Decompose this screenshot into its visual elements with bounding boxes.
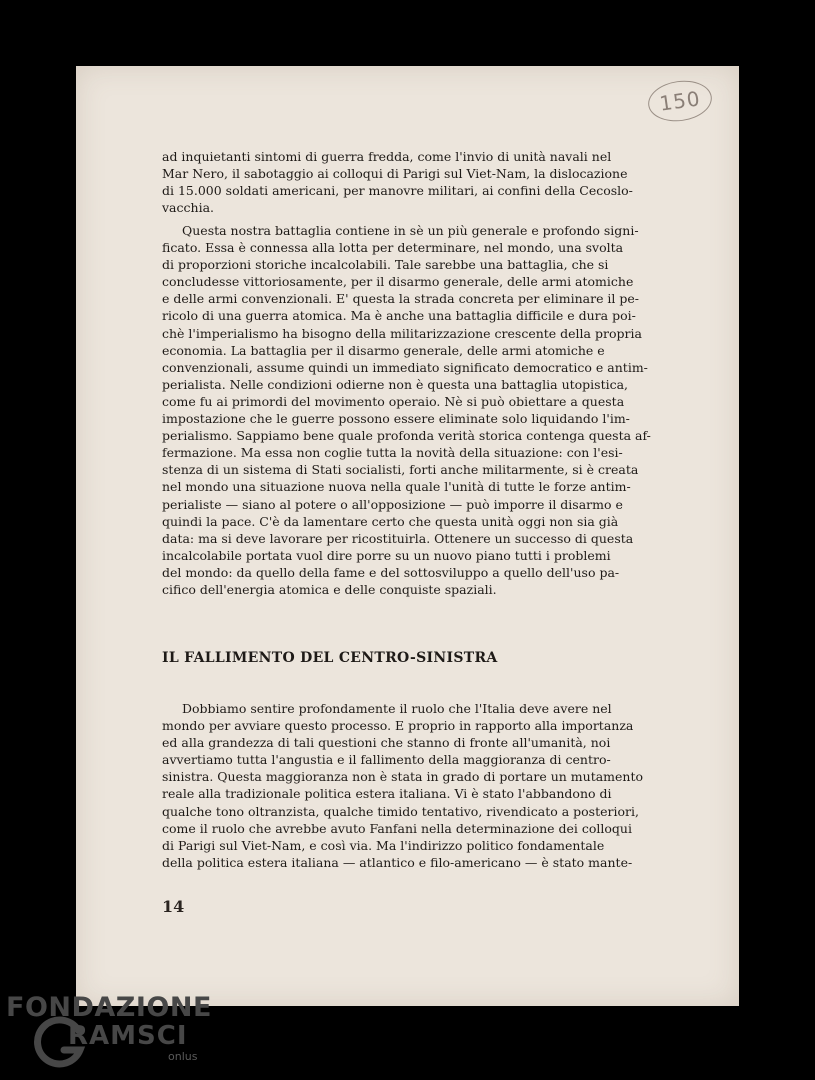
text-line: ricolo di una guerra atomica. Ma è anche una battaglia difficile e dura poi-	[162, 308, 636, 324]
text-line: come il ruolo che avrebbe avuto Fanfani nella determinazione dei colloqui	[162, 820, 632, 836]
text-line: stenza di un sistema di Stati socialisti, forti anche militarmente, si è creata	[162, 462, 639, 478]
text-line: sinistra. Questa maggioranza non è stata in grado di portare un mutamento	[162, 769, 644, 785]
text-line: di 15.000 soldati americani, per manovre militari, ai confini della Cecoslo-	[162, 183, 633, 199]
text-line: perialiste — siano al potere o all'opposizione — può imporre il disarmo e	[162, 496, 623, 512]
text-line: perialismo. Sappiamo bene quale profonda verità storica contenga questa af-	[162, 428, 651, 444]
text-line: reale alla tradizionale politica estera italiana. Vi è stato l'abbandono di	[162, 786, 612, 802]
text-line: economia. La battaglia per il disarmo generale, delle armi atomiche e	[162, 342, 605, 358]
text-line: come fu ai primordi del movimento operaio. Nè si può obiettare a questa	[162, 393, 625, 409]
archive-number-stamp: 150	[646, 77, 715, 126]
text-line: della politica estera italiana — atlantico e filo-americano — è stato mante-	[162, 854, 633, 870]
text-line: avvertiamo tutta l'angustia e il fallimento della maggioranza di centro-	[162, 752, 611, 768]
page-number: 14	[162, 897, 185, 916]
text-line: del mondo: da quello della fame e del sottosviluppo a quello dell'uso pa-	[162, 564, 620, 580]
text-line: e delle armi convenzionali. E' questa la strada concreta per eliminare il pe-	[162, 291, 640, 307]
paragraph-1	[162, 148, 655, 216]
text-line: nel mondo una situazione nuova nella quale l'unità di tutte le forze antim-	[162, 479, 631, 495]
text-line: impostazione che le guerre possono essere eliminate solo liquidando l'im-	[162, 411, 630, 427]
text-line: convenzionali, assume quindi un immediato significato democratico e antim-	[162, 359, 648, 375]
text-line: Mar Nero, il sabotaggio ai colloqui di Parigi sul Viet-Nam, la dislocazione	[162, 166, 628, 182]
section-heading: IL FALLIMENTO DEL CENTRO-SINISTRA	[162, 650, 498, 666]
text-line: Dobbiamo sentire profondamente il ruolo che l'Italia deve avere nel	[182, 701, 612, 716]
text-line: ficato. Essa è connessa alla lotta per determinare, nel mondo, una svolta	[162, 240, 624, 256]
text-line: Questa nostra battaglia contiene in sè un più generale e profondo signi-	[182, 223, 639, 238]
text-line: incalcolabile portata vuol dire porre su un nuovo piano tutti i problemi	[162, 547, 611, 563]
text-line: di proporzioni storiche incalcolabili. Tale sarebbe una battaglia, che si	[162, 257, 609, 273]
text-line: mondo per avviare questo processo. E proprio in rapporto alla importanza	[162, 718, 634, 734]
text-line: chè l'imperialismo ha bisogno della militarizzazione crescente della propria	[162, 325, 642, 341]
text-line: data: ma si deve lavorare per ricostituirla. Ottenere un successo di questa	[162, 530, 634, 546]
fondazione-gramsci-watermark	[6, 992, 212, 1074]
text-line: fermazione. Ma essa non coglie tutta la novità della situazione: con l'esi-	[162, 445, 623, 461]
text-line: concludesse vittoriosamente, per il disarmo generale, delle armi atomiche	[162, 274, 634, 290]
watermark-line-1: FONDAZIONE	[6, 992, 212, 1023]
paragraph-2	[162, 222, 655, 598]
paragraph-3	[162, 700, 655, 871]
watermark-line-2: RAMSCI	[68, 1021, 188, 1051]
text-line: ed alla grandezza di tali questioni che stanno di fronte all'umanità, noi	[162, 735, 611, 751]
text-line: di Parigi sul Viet-Nam, e così via. Ma l'indirizzo politico fondamentale	[162, 837, 605, 853]
text-line: ad inquietanti sintomi di guerra fredda, come l'invio di unità navali nel	[162, 149, 612, 164]
text-line: vacchia.	[162, 200, 214, 216]
text-line: perialista. Nelle condizioni odierne non è questa una battaglia utopistica,	[162, 376, 629, 392]
watermark-line-3: onlus	[168, 1050, 198, 1063]
text-line: qualche tono oltranzista, qualche timido tentativo, rivendicato a posteriori,	[162, 803, 639, 819]
text-line: cifico dell'energia atomica e delle conquiste spaziali.	[162, 581, 497, 597]
text-line: quindi la pace. C'è da lamentare certo che questa unità oggi non sia già	[162, 513, 619, 529]
